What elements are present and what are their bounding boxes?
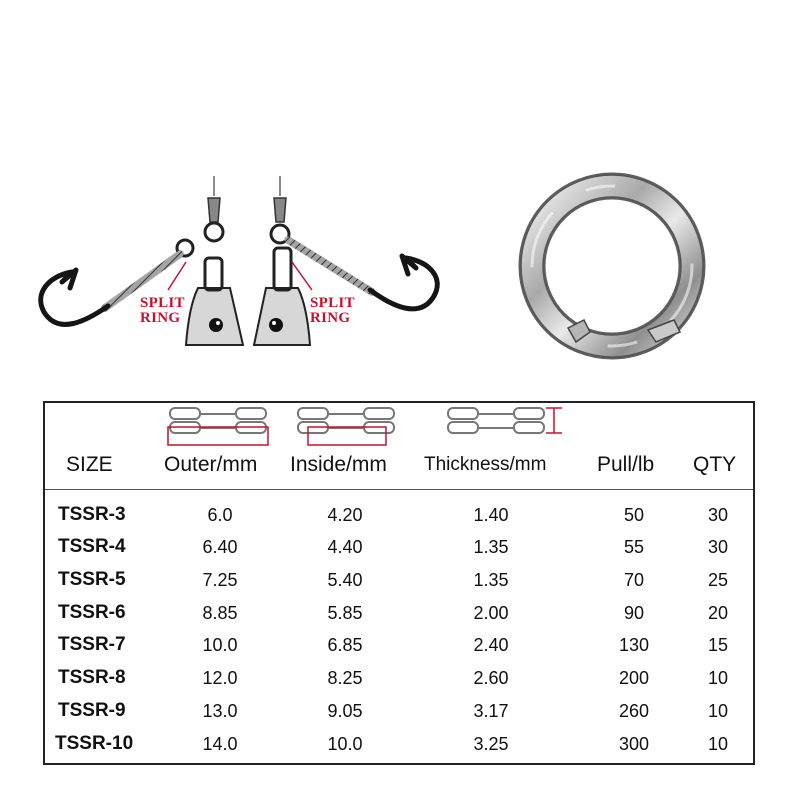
- cell-outer: 8.85: [202, 603, 238, 623]
- split-ring-label-right-line1: SPLIT: [310, 295, 355, 311]
- split-ring-usage-illustration: [0, 0, 480, 400]
- cell-qty: 30: [707, 505, 729, 525]
- swivel-icon: [274, 198, 286, 222]
- cell-thickness: 1.40: [473, 505, 509, 525]
- table-row: [0, 565, 800, 595]
- cell-inside: 8.25: [327, 668, 363, 688]
- table-row: [0, 663, 800, 693]
- header-inside: Inside/mm: [290, 453, 387, 476]
- cell-qty: 20: [707, 603, 729, 623]
- cell-thickness: 2.40: [473, 635, 509, 655]
- thickness-diagram-icon: [444, 404, 574, 450]
- table-row: [0, 696, 800, 726]
- cell-outer: 10.0: [202, 635, 238, 655]
- arrow-right-icon: [292, 262, 312, 290]
- header-size: SIZE: [66, 453, 113, 476]
- cell-size: TSSR-6: [58, 602, 126, 623]
- table-row: [0, 532, 800, 562]
- cell-thickness: 3.25: [473, 734, 509, 754]
- cell-inside: 5.40: [327, 570, 363, 590]
- cell-thickness: 2.00: [473, 603, 509, 623]
- header-thickness: Thickness/mm: [424, 454, 547, 475]
- cell-inside: 4.40: [327, 537, 363, 557]
- header-pull: Pull/lb: [597, 453, 655, 476]
- cell-qty: 10: [707, 734, 729, 754]
- cell-size: TSSR-7: [58, 634, 126, 655]
- hook-right-icon: [370, 256, 437, 309]
- cell-inside: 9.05: [327, 701, 363, 721]
- cell-outer: 13.0: [202, 701, 238, 721]
- cell-size: TSSR-4: [58, 536, 126, 557]
- jig-body-left-icon: [186, 288, 243, 345]
- cell-size: TSSR-8: [58, 667, 126, 688]
- cell-thickness: 1.35: [473, 570, 509, 590]
- cell-thickness: 2.60: [473, 668, 509, 688]
- header-divider: [45, 489, 753, 490]
- table-row: [0, 630, 800, 660]
- split-ring-label-right-line2: RING: [310, 310, 351, 326]
- cell-inside: 6.85: [327, 635, 363, 655]
- split-ring-label-left-line2: RING: [140, 310, 181, 326]
- arrow-left-icon: [168, 262, 186, 290]
- table-row: [0, 500, 800, 530]
- cell-pull: 55: [623, 537, 645, 557]
- outer-diameter-diagram-icon: [166, 404, 276, 450]
- cell-pull: 90: [623, 603, 645, 623]
- swivel-ring-icon: [205, 223, 223, 241]
- cell-size: TSSR-10: [55, 733, 134, 754]
- cell-inside: 5.85: [327, 603, 363, 623]
- cell-qty: 30: [707, 537, 729, 557]
- table-row: [0, 729, 800, 759]
- hook-left-icon: [41, 270, 108, 324]
- cell-outer: 6.0: [207, 505, 233, 525]
- cell-qty: 15: [707, 635, 729, 655]
- cell-pull: 70: [623, 570, 645, 590]
- cell-inside: 10.0: [327, 734, 363, 754]
- cell-thickness: 1.35: [473, 537, 509, 557]
- cell-qty: 25: [707, 570, 729, 590]
- cell-size: TSSR-9: [58, 700, 126, 721]
- header-qty: QTY: [693, 453, 737, 476]
- jig-eye-right-icon: [269, 318, 283, 332]
- cell-outer: 12.0: [202, 668, 238, 688]
- table-row: [0, 598, 800, 628]
- jig-eye-left-icon: [209, 318, 223, 332]
- split-ring-label-left-line1: SPLIT: [140, 295, 185, 311]
- cell-thickness: 3.17: [473, 701, 509, 721]
- cell-outer: 14.0: [202, 734, 238, 754]
- inside-diameter-diagram-icon: [294, 404, 404, 450]
- cell-outer: 7.25: [202, 570, 238, 590]
- split-ring-label-right: [310, 296, 355, 326]
- cell-pull: 260: [618, 701, 650, 721]
- cell-size: TSSR-3: [58, 504, 126, 525]
- jig-body-right-icon: [254, 288, 310, 345]
- header-outer: Outer/mm: [164, 453, 258, 476]
- cell-pull: 50: [623, 505, 645, 525]
- swivel-icon: [208, 198, 220, 222]
- cell-qty: 10: [707, 668, 729, 688]
- cell-pull: 300: [618, 734, 650, 754]
- cell-outer: 6.40: [202, 537, 238, 557]
- cell-pull: 200: [618, 668, 650, 688]
- cell-pull: 130: [618, 635, 650, 655]
- cell-size: TSSR-5: [58, 569, 126, 590]
- cell-qty: 10: [707, 701, 729, 721]
- cell-inside: 4.20: [327, 505, 363, 525]
- split-ring-label-left: [140, 296, 185, 326]
- split-ring-photo: [498, 170, 738, 370]
